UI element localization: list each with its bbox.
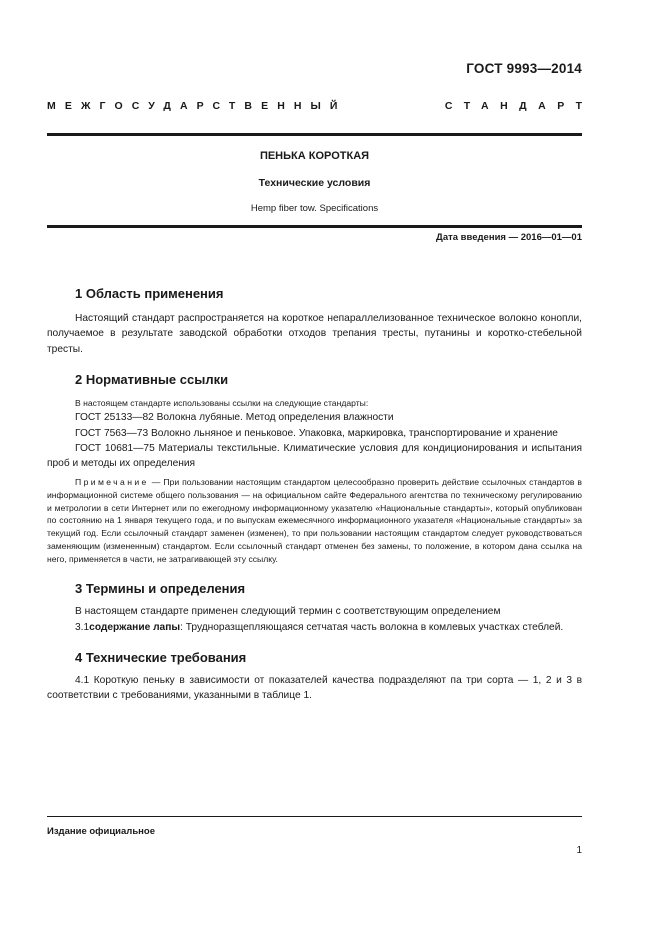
official-edition-label: Издание официальное — [47, 826, 155, 837]
references-intro: В настоящем стандарте использованы ссылки на следующие стандарты: — [75, 398, 369, 409]
term-definition-text: : Трудноразщепляющаяся сетчатая часть волокна в комлевых участках стеблей. — [180, 621, 564, 633]
term-definition — [47, 620, 582, 635]
note-text: — При пользовании настоящим стандартом целесообразно проверить действие ссылочных стандартов в информационной системе общего пользования — на официальном сайте Федерального агентства по техническому регулированию и метрологии в сети Интернет или по ежегодному информационному указателю «Национальные стандарты», который опубликован по состоянию на 1 января текущего года, и по выпускам ежемесячного информационного указателя «Национальные стандарты» за текущий год. Если ссылочный стандарт заменен (изменен), то при пользовании настоящим стандартом следует руководствоваться заменяющим (измененным) стандартом. Если ссылочный стандарт отменен без замены, то положение, в котором дана ссылка на него, применяется в части, не затрагивающей эту ссылку. — [47, 476, 582, 565]
footer-divider — [47, 816, 582, 817]
standard-code: ГОСТ 9993—2014 — [466, 61, 582, 76]
page-number: 1 — [576, 845, 582, 856]
term-name: содержание лапы — [89, 621, 181, 633]
reference-item: ГОСТ 7563—73 Волокно льняное и пеньковое. Упаковка, маркировка, транспортирование и хранение — [75, 427, 558, 439]
section-heading-terms: 3 Термины и определения — [75, 581, 246, 597]
section-heading-requirements: 4 Технические требования — [75, 649, 247, 665]
interstate-standard-banner — [47, 100, 594, 112]
section-heading-references: 2 Нормативные ссылки — [75, 372, 229, 388]
terms-intro: В настоящем стандарте применен следующий термин с соответствующим определением — [75, 606, 501, 618]
reference-item: ГОСТ 25133—82 Волокна лубяные. Метод определения влажности — [75, 412, 394, 424]
document-title: ПЕНЬКА КОРОТКАЯ — [259, 150, 370, 162]
note-label: Примечание — [75, 476, 149, 487]
term-number: 3.1 — [75, 621, 90, 633]
requirements-paragraph: 4.1 Короткую пеньку в зависимости от показателей качества подразделяют па три сорта — 1, 2 и 3 в соответствии с требованиями, указанными в таблице 1. — [47, 674, 582, 702]
references-note — [47, 476, 582, 566]
scope-paragraph: Настоящий стандарт распространяется на короткое непараллелизованное техническое волокно конопли, получаемое в результате заводской обработки отходов трепания тресты, путанины и коротко-стебельной тресты. — [47, 313, 582, 355]
top-divider — [47, 133, 582, 136]
intro-date: Дата введения — 2016—01—01 — [436, 232, 582, 243]
title-divider — [47, 225, 582, 228]
document-subtitle: Технические условия — [258, 177, 371, 189]
document-body — [47, 286, 582, 704]
reference-item: ГОСТ 10681—75 Материалы текстильные. Климатические условия для кондиционирования и испытания проб и методы их определения — [47, 442, 582, 470]
standard-word: СТАНДАРТ — [444, 100, 594, 112]
interstate-word: МЕЖГОСУДАРСТВЕННЫЙ — [47, 100, 347, 112]
section-heading-scope: 1 Область применения — [75, 286, 224, 301]
english-title: Hemp fiber tow. Specifications — [250, 203, 379, 214]
